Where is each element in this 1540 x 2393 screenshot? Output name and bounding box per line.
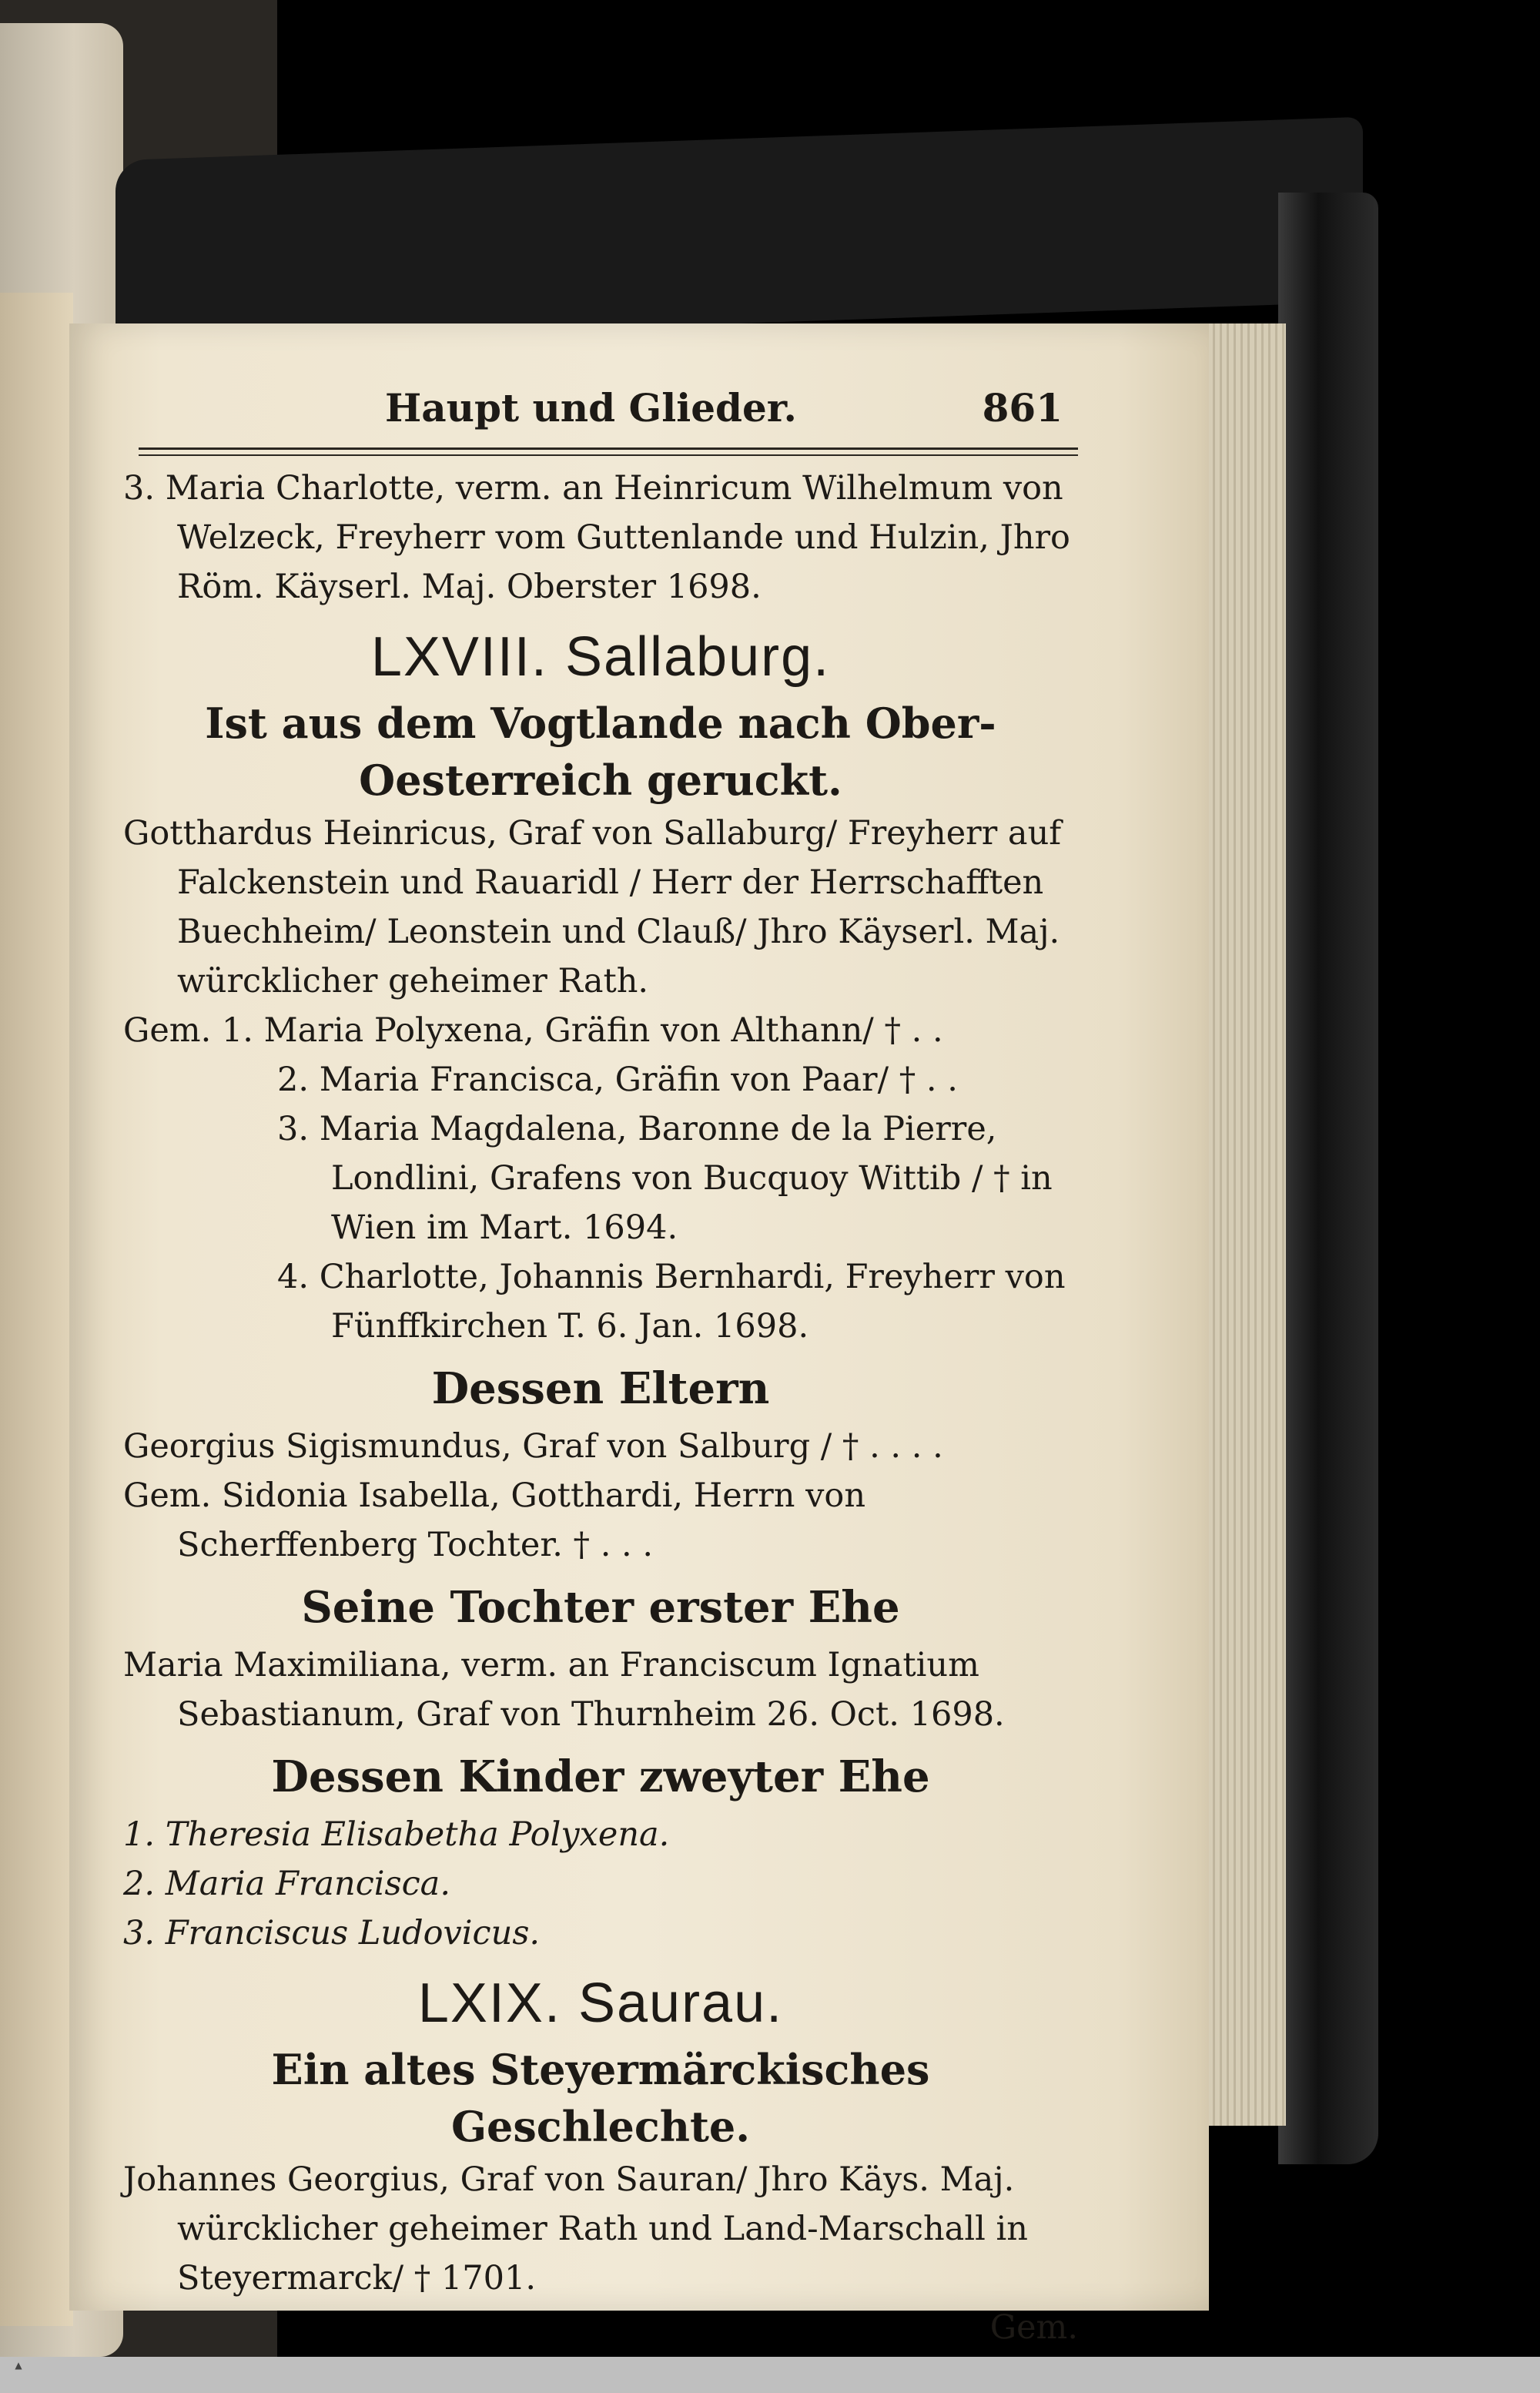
book-cover-right [1278,193,1378,2164]
page-number: 861 [982,385,1063,431]
page-text [123,385,1078,2352]
header-title: Haupt und Glieder. [385,385,797,431]
heading-kinder: Dessen Kinder zweyter Ehe [271,1751,930,1802]
scan-bottom-bar [0,2357,1540,2393]
spouse-2: 2. Maria Francisca, Gräfin von Paar/ † . . [277,1061,958,1099]
library-logo-icon: ▲ [15,2360,22,2371]
spouse-3: 3. Maria Magdalena, Baronne de la Pierre, Londlini, Grafens von Bucquoy Wittib / † in Wien im Mart. 1694. [277,1110,1053,1247]
spouse-1: Gem. 1. Maria Polyxena, Gräfin von Althann/ † . . [123,1011,943,1050]
entry-georgius: Georgius Sigismundus, Graf von Salburg / † . . . . [123,1427,943,1466]
book-cover-top [116,117,1363,346]
section-subheading-lxviii: Ist aus dem Vogtlande nach Ober-Oesterreich geruckt. [205,699,996,805]
child-2: 2. Maria Francisca. [123,1865,450,1903]
running-header [123,385,1078,431]
entry-sidonia: Gem. Sidonia Isabella, Gotthardi, Herrn von Scherffenberg Tochter. † . . . [123,1476,866,1564]
heading-eltern: Dessen Eltern [431,1363,770,1414]
section-heading-lxviii: LXVIII. Sallaburg. [370,626,831,688]
page-edges [1201,323,1286,2126]
section-subheading-lxix: Ein altes Steyermärckisches Geschlechte. [271,2045,930,2151]
entry-johannes: Johannes Georgius, Graf von Sauran/ Jhro Käys. Maj. würcklicher geheimer Rath und Land-Marschall in Steyermarck/ † 1701. [123,2160,1028,2297]
header-rule [139,447,1078,456]
spouse-4: 4. Charlotte, Johannis Bernhardi, Freyherr von Fünffkirchen T. 6. Jan. 1698. [277,1258,1066,1346]
facing-page [0,293,73,2326]
heading-tochter: Seine Tochter erster Ehe [301,1582,900,1633]
entry-maria-maximiliana: Maria Maximiliana, verm. an Franciscum Ignatium Sebastianum, Graf von Thurnheim 26. Oct. 1698. [123,1646,1005,1734]
entry-maria-charlotte: 3. Maria Charlotte, verm. an Heinricum Wilhelmum von Welzeck, Freyherr vom Guttenlande und Hulzin, Jhro Röm. Käyserl. Maj. Oberster 1698. [123,469,1070,606]
child-3: 3. Franciscus Ludovicus. [123,1914,541,1952]
child-1: 1. Theresia Elisabetha Polyxena. [123,1815,670,1854]
entry-gotthardus: Gotthardus Heinricus, Graf von Sallaburg/ Freyherr auf Falckenstein und Rauaridl / Herr der Herrschafften Buechheim/ Leonstein und Clauß/ Jhro Käyserl. Maj. würcklicher geheimer Rath. [123,814,1062,1000]
section-heading-lxix: LXIX. Saurau. [417,1972,784,2034]
catchword: Gem. [989,2308,1078,2347]
